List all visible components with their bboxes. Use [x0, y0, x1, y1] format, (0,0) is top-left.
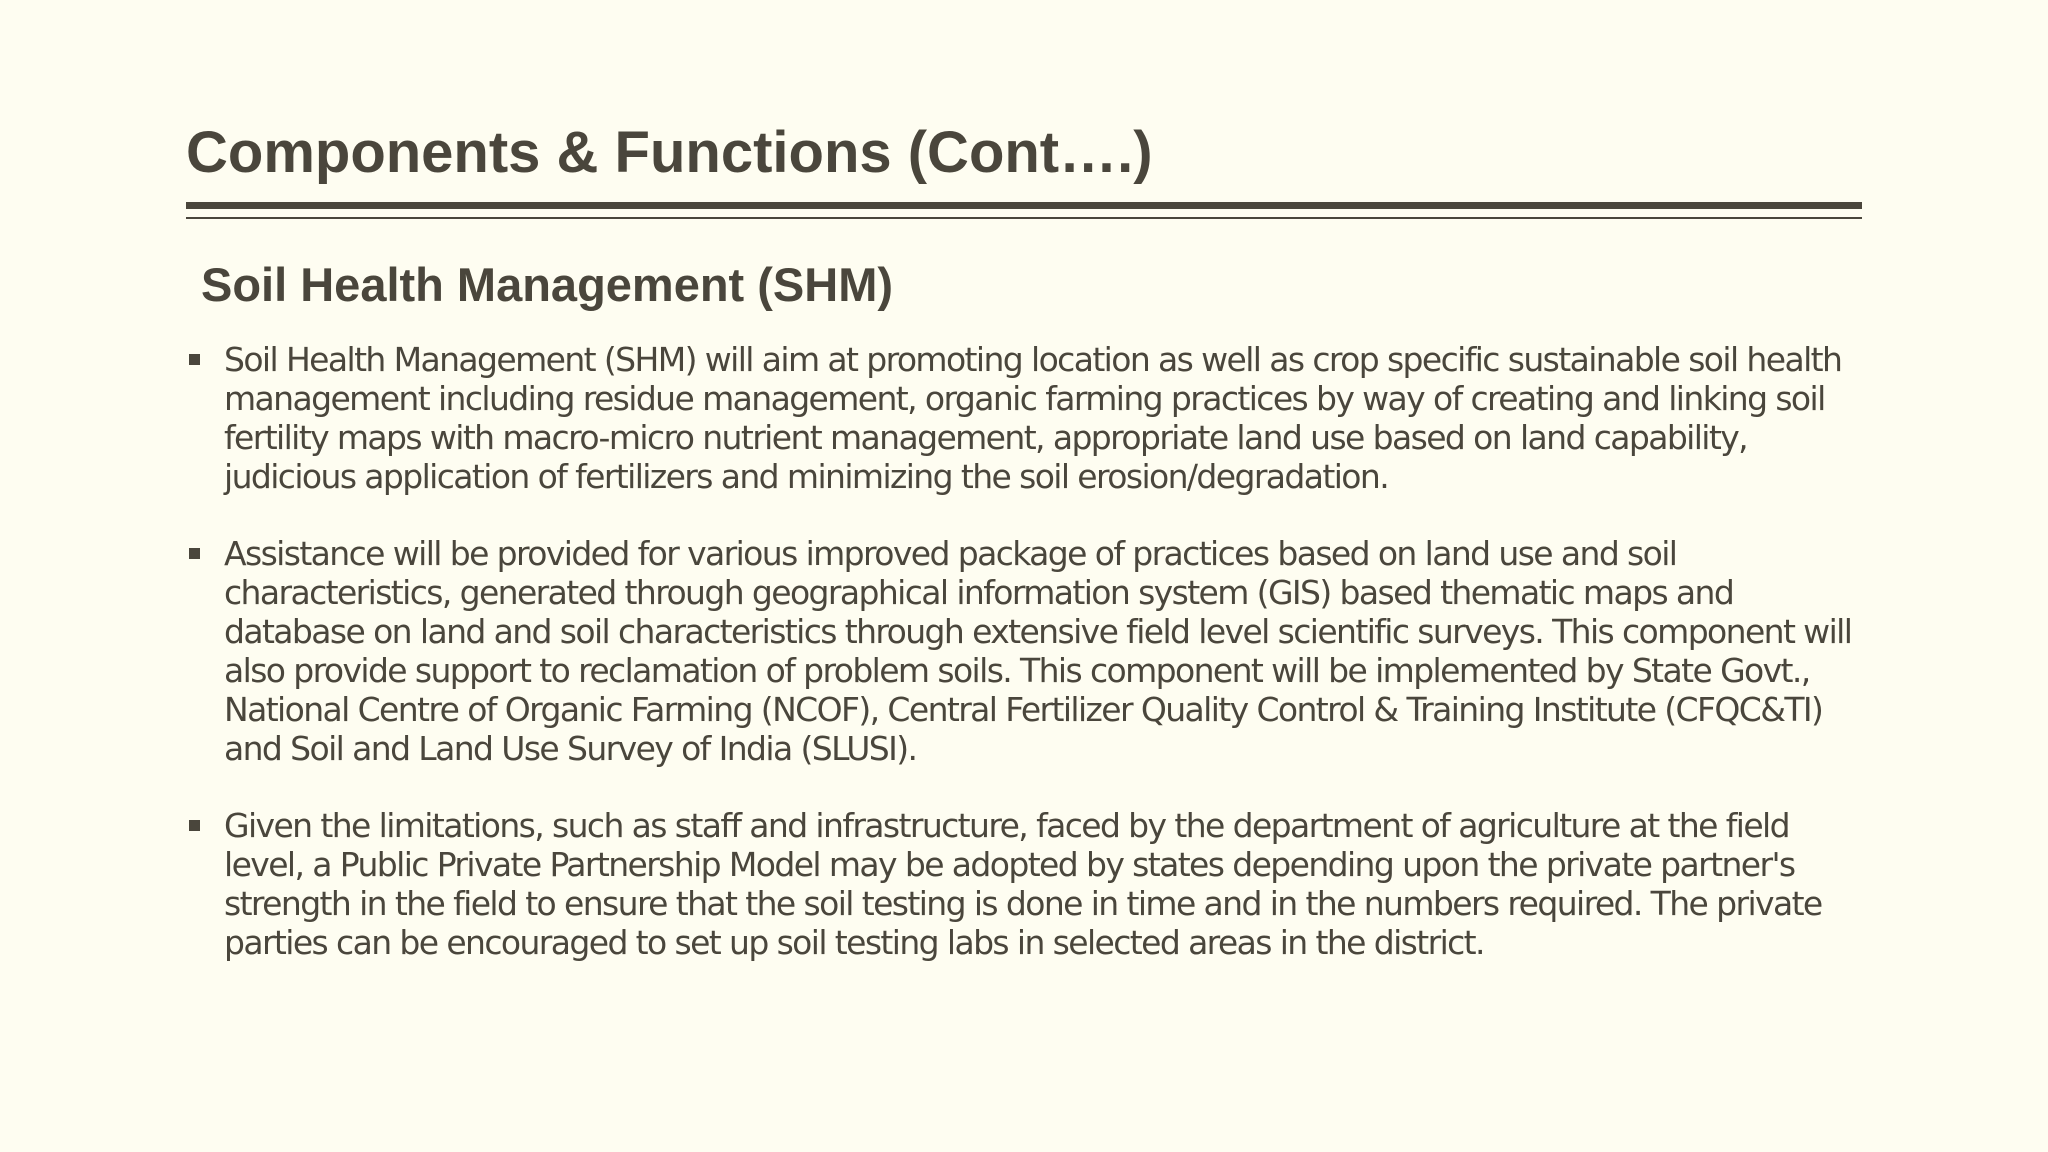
bullet-item [186, 806, 1866, 962]
title-divider-thin [186, 217, 1862, 219]
bullet-item [186, 534, 1866, 768]
bullet-text: Given the limitations, such as staff and infrastructure, faced by the department of agriculture at the field level, a Public Private Partnership Model may be adopted by states depending upon the private partner's strength in the field to ensure that the soil testing is done in time and in the numbers required. The private parties can be encouraged to set up soil testing labs in selected areas in the district. [224, 806, 1822, 962]
bullet-text: Soil Health Management (SHM) will aim at promoting location as well as crop specific sustainable soil health management including residue management, organic farming practices by way of creating and linking soil fertility maps with macro-micro nutrient management, appropriate land use based on land capability, judicious application of fertilizers and minimizing the soil erosion/degradation. [224, 340, 1842, 496]
square-bullet-icon [189, 548, 200, 559]
square-bullet-icon [189, 354, 200, 365]
square-bullet-icon [189, 820, 200, 831]
section-heading: Soil Health Management (SHM) [201, 258, 894, 311]
bullet-text: Assistance will be provided for various improved package of practices based on land use and soil characteristics, generated through geographical information system (GIS) based thematic maps and database on land and soil characteristics through extensive field level scientific surveys. This component will also provide support to reclamation of problem soils. This component will be implemented by State Govt., National Centre of Organic Farming (NCOF), Central Fertilizer Quality Control & Training Institute (CFQC&TI) and Soil and Land Use Survey of India (SLUSI). [224, 534, 1852, 768]
slide-title: Components & Functions (Cont….) [186, 120, 1153, 185]
bullet-item [186, 340, 1866, 496]
bullet-list [186, 340, 1866, 1000]
title-divider-thick [186, 202, 1862, 209]
